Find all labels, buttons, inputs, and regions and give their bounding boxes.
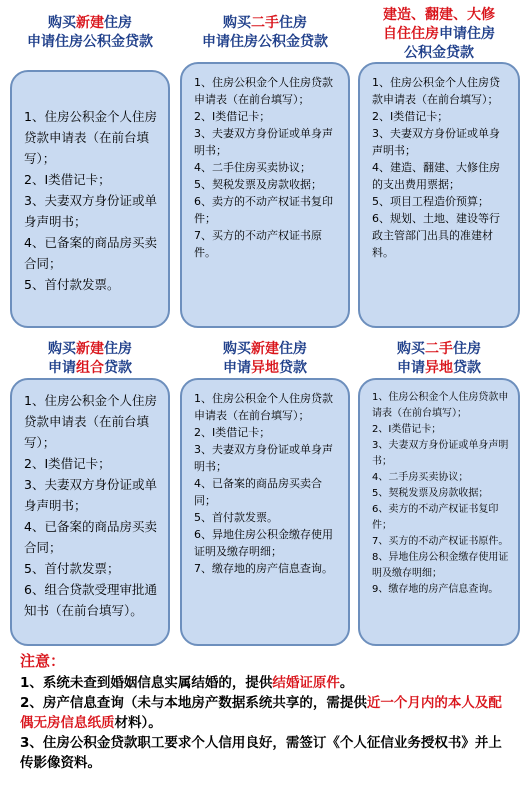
requirement-item: 7、缴存地的房产信息查询。 [194,562,333,575]
text-run: 申请住房公积金贷款 [202,34,328,50]
text-run: 公积金贷款 [404,45,474,61]
text-run: 申请住房公积金贷款 [27,34,153,50]
requirement-item: 2、I类借记卡； [372,424,442,435]
highlight-text: 建造、翻建、大修 [383,7,495,23]
highlight-text: 新建 [251,341,279,357]
requirement-item: 6、规划、土地、建设等行政主管部门出具的准建材料。 [372,212,500,259]
requirement-item: 4、建造、翻建、大修住房的支出费用票据； [372,161,500,191]
highlight-text: 近一个月内的本人及配偶无房信息纸质 [20,695,502,731]
requirement-item: 1、住房公积金个人住房贷款申请表（在前台填写）； [24,393,157,450]
text-run: 。 [339,675,354,691]
text-run: 申请 [223,360,251,376]
text-run: 贷款 [279,360,307,376]
highlight-text: 二手 [251,15,279,31]
section-title [180,340,350,378]
card-second-hand-fund [180,62,350,328]
requirement-item: 2、I类借记卡； [194,110,271,123]
requirement-item: 3、夫妻双方身份证或单身声明书； [372,440,509,467]
text-run: 申请 [397,360,425,376]
requirement-item: 5、契税发票及房款收据； [194,178,322,191]
requirement-item: 4、已备案的商品房买卖合同； [24,235,157,271]
note-line [20,693,515,733]
section-title [358,340,520,378]
section-second-hand-remote [358,340,520,378]
notes-heading: 注意： [20,652,66,670]
text-run: 住房 [453,341,481,357]
text-run: 贷款 [104,360,132,376]
requirement-item: 6、异地住房公积金缴存使用证明及缴存明细； [194,528,333,558]
highlight-text: 二手 [425,341,453,357]
requirement-item: 5、首付款发票。 [194,511,278,524]
section-build-repair-fund [358,6,520,63]
card-new-house-fund [10,70,170,328]
text-run: 住房 [279,15,307,31]
requirement-item: 6、组合贷款受理审批通知书（在前台填写）。 [24,582,157,618]
requirement-item: 3、夫妻双方身份证或单身声明书； [194,127,333,157]
requirement-item: 1、住房公积金个人住房贷款申请表（在前台填写）； [372,392,509,419]
highlight-text: 新建 [76,341,104,357]
card-build-repair-fund [358,62,520,328]
notes-lines [20,673,515,773]
text-run: 2、房产信息查询（未与本地房产数据系统共享的，需提供 [20,695,367,711]
requirement-item: 2、I类借记卡； [24,172,111,187]
text-run: 申请住房 [439,26,495,42]
section-title [10,340,170,378]
requirement-item: 1、住房公积金个人住房贷款申请表（在前台填写）； [24,109,157,166]
requirement-item: 3、夫妻双方身份证或单身声明书； [194,443,333,473]
text-run: 住房 [279,341,307,357]
requirement-item: 5、契税发票及房款收据； [372,488,489,499]
requirement-item: 1、住房公积金个人住房贷款申请表（在前台填写）； [194,392,333,422]
text-run: 住房 [104,15,132,31]
requirement-item: 7、买方的不动产权证书原件。 [194,229,322,259]
text-run: 申请 [48,360,76,376]
highlight-text: 新建 [76,15,104,31]
requirement-item: 2、I类借记卡； [24,456,111,471]
notes-section [20,651,515,773]
text-run: 材料）。 [114,715,162,731]
requirement-item: 4、二手住房买卖协议； [194,161,311,174]
highlight-text: 结婚证原件 [272,675,340,691]
highlight-text: 异地 [425,360,453,376]
requirement-item: 8、异地住房公积金缴存使用证明及缴存明细； [372,552,509,579]
text-run: 购买 [48,15,76,31]
text-run: 购买 [223,15,251,31]
card-second-hand-remote [358,378,520,646]
card-new-house-combo [10,378,170,646]
requirement-item: 3、夫妻双方身份证或单身声明书； [24,193,157,229]
requirement-item: 5、首付款发票； [24,561,120,576]
requirement-item: 3、夫妻双方身份证或单身声明书； [24,477,157,513]
section-title [358,6,520,63]
highlight-text: 组合 [76,360,104,376]
text-run: 3、住房公积金贷款职工要求个人信用良好，需签订《个人征信业务授权书》并上传影像资料。 [20,735,502,771]
section-title [10,14,170,52]
note-line [20,733,515,773]
requirement-item: 6、卖方的不动产权证书复印件； [194,195,333,225]
highlight-text: 自住住房 [383,26,439,42]
requirement-item: 3、夫妻双方身份证或单身声明书； [372,127,500,157]
requirement-item: 2、I类借记卡； [372,110,449,123]
card-new-house-remote [180,378,350,646]
text-run: 购买 [223,341,251,357]
section-title [180,14,350,52]
text-run: 购买 [48,341,76,357]
requirement-item: 5、项目工程造价预算； [372,195,489,208]
requirement-item: 9、缴存地的房产信息查询。 [372,584,499,595]
requirement-item: 4、已备案的商品房买卖合同； [24,519,157,555]
note-line [20,673,515,693]
requirement-item: 6、卖方的不动产权证书复印件； [372,504,499,531]
text-run: 1、系统未查到婚姻信息实属结婚的，提供 [20,675,273,691]
requirement-item: 4、已备案的商品房买卖合同； [194,477,322,507]
requirement-item: 1、住房公积金个人住房贷款申请表（在前台填写）； [372,76,500,106]
text-run: 住房 [104,341,132,357]
section-new-house-fund [10,14,170,52]
requirement-item: 1、住房公积金个人住房贷款申请表（在前台填写）； [194,76,333,106]
text-run: 贷款 [453,360,481,376]
requirement-item: 7、买方的不动产权证书原件。 [372,536,509,547]
section-second-hand-fund [180,14,350,52]
requirement-item: 4、二手房买卖协议； [372,472,469,483]
requirement-item: 5、首付款发票。 [24,277,120,292]
section-new-house-remote [180,340,350,378]
section-new-house-combo [10,340,170,378]
requirement-item: 2、I类借记卡； [194,426,271,439]
text-run: 购买 [397,341,425,357]
highlight-text: 异地 [251,360,279,376]
